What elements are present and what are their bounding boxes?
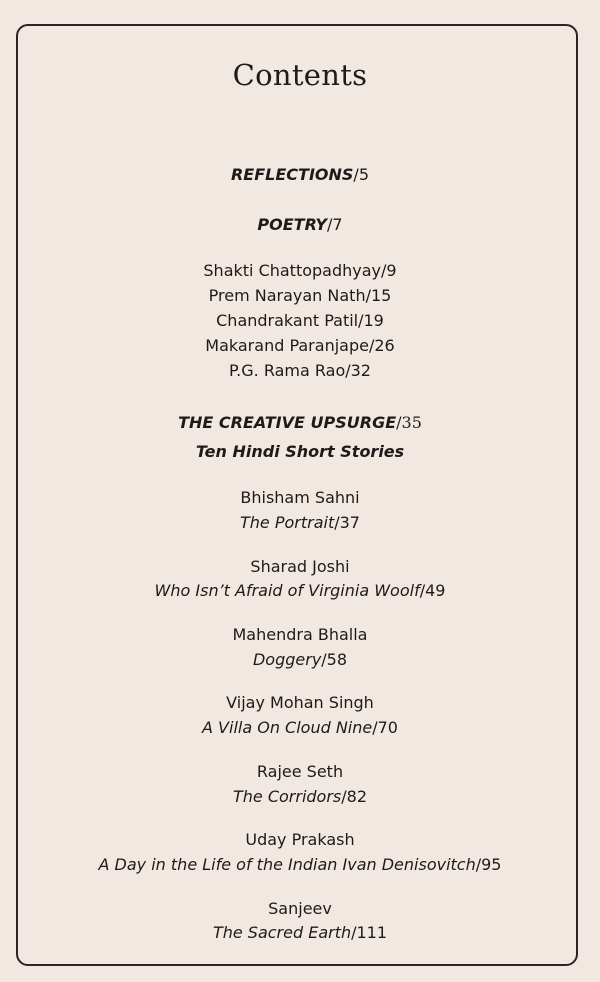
story-page: /70 bbox=[372, 718, 398, 737]
poet-entry: Shakti Chattopadhyay/9 bbox=[203, 261, 397, 280]
story-author: Uday Prakash bbox=[245, 830, 355, 849]
story-page: /82 bbox=[341, 787, 367, 806]
story-page: /111 bbox=[351, 923, 388, 942]
story-title-line bbox=[0, 854, 600, 876]
section-page: /35 bbox=[396, 413, 422, 432]
poet-entry: P.G. Rama Rao/32 bbox=[229, 361, 371, 380]
story-title: Who Isn’t Afraid of Virginia Woolf bbox=[154, 581, 420, 600]
story-title-line bbox=[0, 717, 600, 739]
section-reflections bbox=[0, 164, 600, 186]
story-title: The Portrait bbox=[240, 513, 335, 532]
poet-entry: Makarand Paranjape/26 bbox=[205, 336, 395, 355]
poet-entry: Prem Narayan Nath/15 bbox=[208, 286, 392, 305]
story-page: /58 bbox=[321, 650, 348, 669]
section-title: REFLECTIONS bbox=[230, 165, 354, 184]
story-page: /37 bbox=[334, 513, 360, 532]
section-page: /7 bbox=[327, 215, 343, 234]
story-author: Sanjeev bbox=[268, 899, 332, 918]
story-page: /49 bbox=[419, 581, 446, 600]
story-author: Bhisham Sahni bbox=[240, 488, 360, 507]
story-author: Rajee Seth bbox=[256, 762, 344, 781]
poet-entry: Chandrakant Patil/19 bbox=[216, 311, 384, 330]
story-title-line bbox=[0, 649, 600, 671]
story-title: The Corridors bbox=[232, 787, 342, 806]
section-title: THE CREATIVE UPSURGE bbox=[178, 413, 397, 432]
story-title-line bbox=[0, 922, 600, 944]
story-title: Doggery bbox=[252, 650, 322, 669]
story-author: Mahendra Bhalla bbox=[232, 625, 368, 644]
section-upsurge bbox=[0, 412, 600, 434]
story-page: /95 bbox=[475, 855, 502, 874]
story-author: Vijay Mohan Singh bbox=[226, 693, 374, 712]
story-title: The Sacred Earth bbox=[212, 923, 352, 942]
section-page: /5 bbox=[353, 165, 369, 184]
section-poetry bbox=[0, 214, 600, 236]
story-title-line bbox=[0, 786, 600, 808]
story-title-line bbox=[0, 580, 600, 602]
contents-heading: Contents bbox=[232, 58, 368, 92]
section-title: POETRY bbox=[257, 215, 328, 234]
section-subtitle: Ten Hindi Short Stories bbox=[195, 442, 405, 461]
story-title-line bbox=[0, 512, 600, 534]
story-title: A Villa On Cloud Nine bbox=[202, 718, 373, 737]
story-title: A Day in the Life of the Indian Ivan Denisovitch bbox=[98, 855, 476, 874]
story-author: Sharad Joshi bbox=[250, 557, 350, 576]
